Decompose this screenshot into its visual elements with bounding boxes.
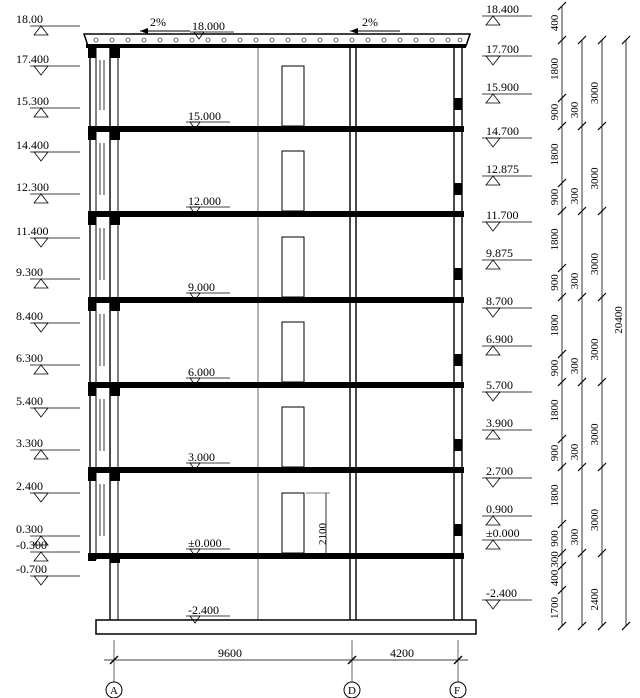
right-level-9 [482, 378, 532, 401]
right-level-4-text: 12.875 [486, 162, 519, 176]
right-level-2 [482, 80, 532, 103]
axis-label-d: D [348, 685, 356, 697]
vdim-outer-5: 3000 [589, 509, 601, 531]
vdim-inner-10: 900 [549, 444, 561, 462]
left-level-9-text: 5.400 [16, 394, 43, 408]
right-level-5 [482, 208, 532, 231]
left-level-1 [16, 52, 80, 75]
left-level-marks [16, 12, 80, 585]
left-level-6-text: 9.300 [16, 265, 43, 279]
vdim-inner-0: 400 [549, 14, 561, 32]
left-level-7 [16, 309, 80, 332]
right-level-12-text: 0.900 [486, 502, 513, 516]
vdim-inner-11: 1800 [549, 484, 561, 507]
left-level-10 [16, 436, 80, 459]
left-level-9 [16, 394, 80, 417]
interior-level-text: ±0.000 [188, 536, 222, 550]
left-level-13 [16, 538, 80, 561]
vdim-inner-4: 900 [549, 188, 561, 206]
vdim-inner-12: 900 [549, 530, 561, 547]
right-level-0 [482, 2, 532, 25]
left-level-4 [16, 180, 80, 203]
left-level-4-text: 12.300 [16, 180, 49, 194]
interior-level-text: 18.000 [192, 19, 225, 33]
right-level-3-text: 14.700 [486, 124, 519, 138]
interior-level-text: 12.000 [188, 194, 221, 208]
vdim-inner-6: 900 [549, 274, 561, 291]
left-level-6 [16, 265, 80, 288]
right-level-10 [482, 416, 532, 439]
vdim-inner-7: 1800 [549, 314, 561, 337]
vertical-dimension-chains [549, 2, 630, 630]
left-level-0-text: 18.00 [16, 12, 43, 26]
doors [282, 66, 304, 553]
left-level-0 [16, 12, 80, 35]
left-level-11-text: 2.400 [16, 479, 43, 493]
left-level-10-text: 3.300 [16, 436, 43, 450]
right-level-marks [482, 2, 532, 609]
span-dim-d-f: 4200 [390, 646, 414, 660]
axis-bubbles [106, 682, 466, 698]
interior-level-text: 15.000 [188, 109, 221, 123]
right-level-3 [482, 124, 532, 147]
right-level-13 [482, 526, 532, 549]
axis-label-a: A [110, 685, 118, 697]
left-level-1-text: 17.400 [16, 52, 49, 66]
vdim-middle-3: 300 [569, 357, 581, 375]
right-level-8-text: 6.900 [486, 332, 513, 346]
right-level-7-text: 8.700 [486, 294, 513, 308]
right-level-2-text: 15.900 [486, 80, 519, 94]
axis-label-f: F [454, 685, 461, 697]
right-level-11 [482, 464, 532, 487]
left-level-2-text: 15.300 [16, 94, 49, 108]
vdim-outer-0: 3000 [589, 82, 601, 104]
right-level-9-text: 5.700 [486, 378, 513, 392]
left-level-11 [16, 479, 80, 502]
vdim-outer-2: 3000 [589, 253, 601, 275]
vdim-middle-5: 300 [569, 528, 581, 546]
vdim-inner-14: 400 [549, 569, 561, 587]
interior-level-text: -2.400 [188, 603, 219, 617]
vdim-middle-1: 300 [569, 187, 581, 205]
vdim-middle-4: 300 [569, 443, 581, 461]
left-level-3-text: 14.400 [16, 138, 49, 152]
vdim-middle-2: 300 [569, 272, 581, 290]
interior-level-text: 3.000 [188, 450, 215, 464]
vdim-inner-1: 1800 [549, 58, 561, 80]
right-level-11-text: 2.700 [486, 464, 513, 478]
vdim-total: 20400 [613, 306, 625, 334]
right-level-8 [482, 332, 532, 355]
right-level-5-text: 11.700 [486, 208, 519, 222]
walls [90, 46, 462, 620]
left-level-7-text: 8.400 [16, 309, 43, 323]
left-level-2 [16, 94, 80, 117]
left-level-12-text: 0.300 [16, 522, 43, 536]
right-level-10-text: 3.900 [486, 416, 513, 430]
interior-level-text: 6.000 [188, 365, 215, 379]
right-level-1 [482, 42, 532, 65]
vdim-inner-9: 1800 [549, 399, 561, 422]
right-level-13-text: ±0.000 [486, 526, 520, 540]
left-level-3 [16, 138, 80, 161]
vdim-outer-6: 2400 [589, 588, 601, 611]
left-level-5-text: 11.400 [16, 224, 49, 238]
left-level-8 [16, 351, 80, 374]
left-level-8-text: 6.300 [16, 351, 43, 365]
right-level-6 [482, 246, 532, 269]
right-level-0-text: 18.400 [486, 2, 519, 16]
roof [84, 28, 470, 46]
interior-level-marks [186, 19, 234, 623]
left-level-13-text: -0.300 [16, 538, 47, 552]
vdim-outer-3: 3000 [589, 338, 601, 361]
vdim-inner-8: 900 [549, 359, 561, 377]
left-level-14 [16, 562, 80, 585]
right-level-12 [482, 502, 532, 525]
vdim-inner-15: 1700 [549, 597, 561, 619]
left-level-14-text: -0.700 [16, 562, 47, 576]
right-level-1-text: 17.700 [486, 42, 519, 56]
vdim-inner-13: 300 [549, 551, 561, 568]
roof-slope-left: 2% [150, 15, 166, 29]
floor-slabs [86, 44, 466, 563]
vdim-middle-0: 300 [569, 101, 581, 119]
roof-slope-right: 2% [362, 15, 378, 29]
vdim-inner-5: 1800 [549, 228, 561, 251]
vdim-outer-4: 3000 [589, 423, 601, 446]
right-level-14-text: -2.400 [486, 586, 517, 600]
door-height-label: 2100 [317, 523, 329, 545]
left-level-5 [16, 224, 80, 247]
vdim-inner-2: 900 [549, 103, 561, 121]
vdim-outer-1: 3000 [589, 167, 601, 190]
right-level-14 [482, 586, 532, 609]
right-level-7 [482, 294, 532, 317]
span-dim-a-d: 9600 [218, 646, 242, 660]
right-level-6-text: 9.875 [486, 246, 513, 260]
vdim-inner-3: 1800 [549, 143, 561, 166]
foundation-slab [96, 620, 476, 634]
right-level-4 [482, 162, 532, 185]
interior-level-text: 9.000 [188, 280, 215, 294]
